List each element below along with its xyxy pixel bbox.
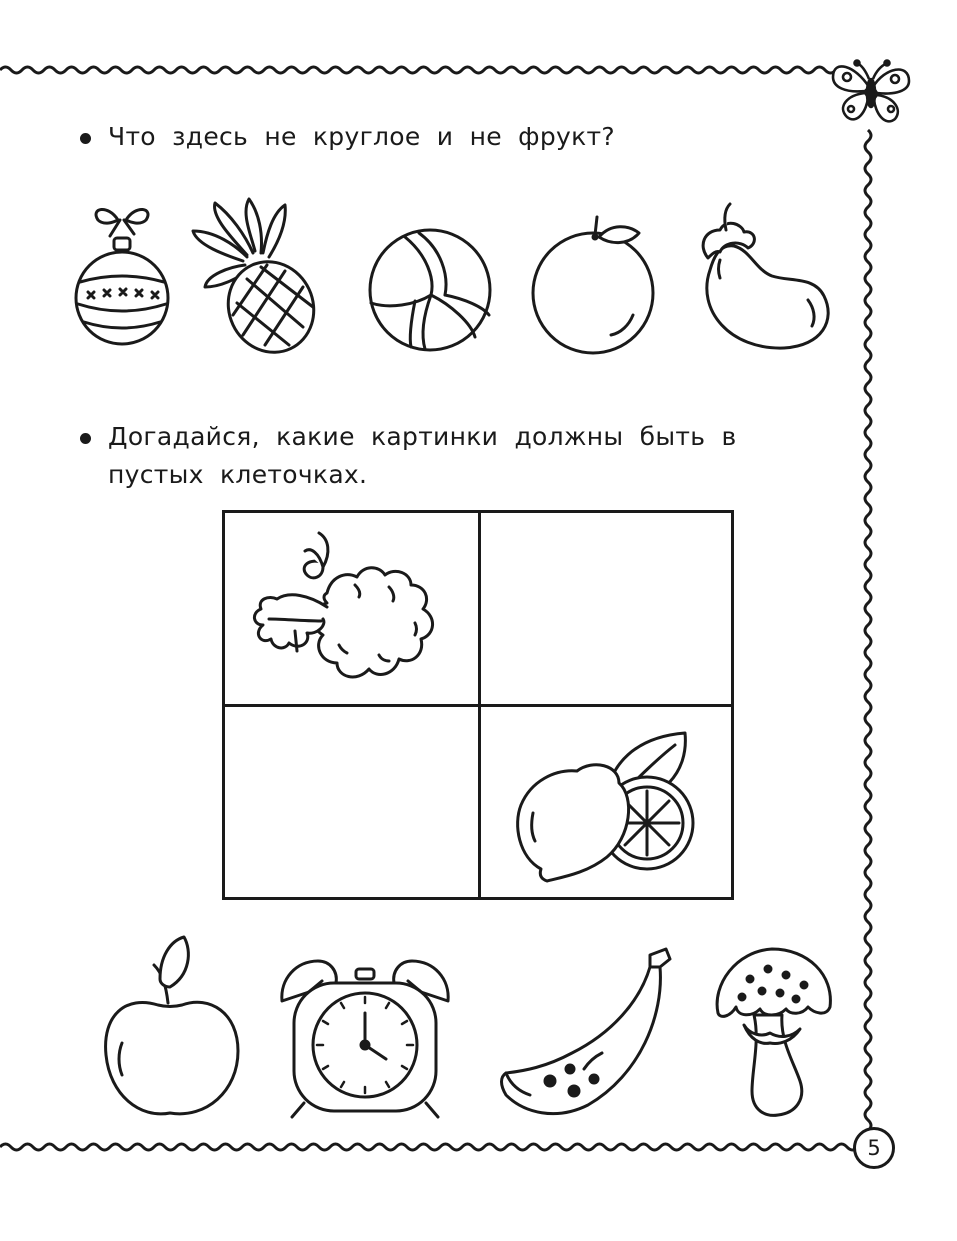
- christmas-ornament-icon: [68, 200, 178, 355]
- puzzle-grid: [222, 510, 734, 900]
- page-number: 5: [853, 1127, 895, 1169]
- mushroom-icon[interactable]: [710, 945, 840, 1120]
- alarm-clock-icon[interactable]: [270, 955, 460, 1120]
- task-1-text: Что здесь не круглое и не фрукт?: [108, 122, 615, 151]
- banana-icon[interactable]: [490, 945, 695, 1120]
- volleyball-icon: [365, 225, 495, 355]
- bullet: [80, 133, 91, 144]
- grid-cell-empty[interactable]: [225, 707, 481, 897]
- grid-cell-lemon: [481, 707, 731, 897]
- grapes-icon: [239, 527, 454, 697]
- orange-icon: [525, 215, 665, 355]
- lemon-icon: [511, 717, 696, 887]
- apple-icon[interactable]: [98, 935, 243, 1120]
- grid-cell-empty[interactable]: [481, 513, 731, 707]
- grid-cell-grapes: [225, 513, 481, 707]
- task-2: [80, 418, 780, 494]
- task-1: [80, 118, 760, 156]
- pineapple-icon: [185, 195, 330, 355]
- bullet: [80, 433, 91, 444]
- butterfly-icon: [825, 45, 915, 135]
- task-2-text: Догадайся, какие картинки должны быть в пустых клеточках.: [108, 422, 737, 489]
- eggplant-icon: [690, 200, 835, 355]
